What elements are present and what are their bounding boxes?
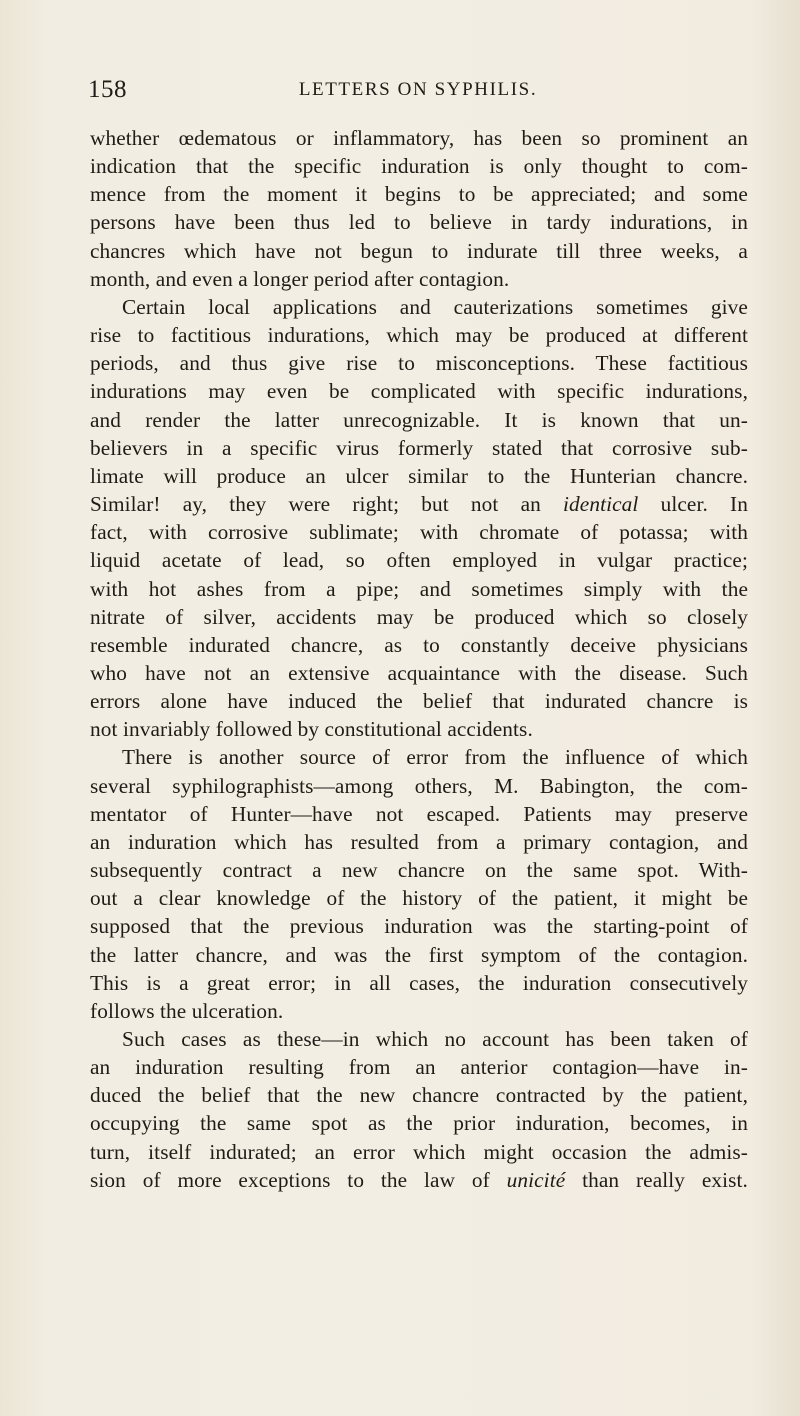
text-line: occupying the same spot as the prior induration, becomes, in	[90, 1111, 748, 1136]
text-line: out a clear knowledge of the history of the patient, it might be	[90, 886, 748, 911]
italic-word: identical	[563, 492, 639, 517]
text-line: limate will produce an ulcer similar to the Hunterian chancre.	[90, 463, 748, 488]
text-line: errors alone have induced the belief that indurated chancre is	[90, 689, 748, 714]
text-line: duced the belief that the new chancre contracted by the patient,	[90, 1083, 748, 1108]
text-segment: than really exist.	[565, 1167, 748, 1192]
text-line: persons have been thus led to believe in tardy indurations, in	[90, 210, 748, 235]
text-line: subsequently contract a new chancre on the same spot. With-	[90, 858, 748, 883]
text-segment: ulcer. In	[638, 492, 748, 517]
paragraph-2	[90, 293, 748, 744]
text-segment: Similar! ay, they were right; but not an	[90, 492, 564, 517]
running-head	[88, 76, 748, 106]
text-line: Such cases as these—in which no account has been taken of	[122, 1027, 748, 1051]
running-title: LETTERS ON SYPHILIS.	[298, 79, 538, 100]
text-line: follows the ulceration.	[90, 998, 284, 1023]
text-line: several syphilographists—among others, M. Babington, the com-	[90, 773, 748, 798]
page-number: 158	[88, 76, 127, 103]
paragraph-1	[90, 124, 748, 293]
text-line-with-italic	[90, 490, 748, 518]
text-line: mence from the moment it begins to be appreciated; and some	[90, 182, 748, 207]
text-line: There is another source of error from the influence of which	[122, 745, 748, 770]
text-line-with-italic	[90, 1166, 748, 1194]
body-text	[90, 124, 748, 1194]
text-line: rise to factitious indurations, which may be produced at different	[90, 323, 748, 348]
text-line: the latter chancre, and was the first symptom of the contagion.	[90, 942, 748, 967]
text-line: not invariably followed by constitutional accidents.	[90, 717, 533, 742]
text-line: an induration resulting from an anterior contagion—have in-	[90, 1055, 748, 1080]
text-line: indurations may even be complicated with specific indurations,	[90, 379, 748, 404]
paragraph-3	[90, 743, 748, 1025]
text-line: month, and even a longer period after contagion.	[90, 266, 510, 291]
text-line: liquid acetate of lead, so often employed in vulgar practice;	[90, 548, 748, 573]
text-line: This is a great error; in all cases, the induration consecutively	[90, 970, 748, 995]
text-line: fact, with corrosive sublimate; with chromate of potassa; with	[90, 520, 748, 545]
text-line: supposed that the previous induration was the starting-point of	[90, 914, 748, 939]
text-line: with hot ashes from a pipe; and sometimes simply with the	[90, 576, 748, 601]
text-line: resemble indurated chancre, as to constantly deceive physicians	[90, 632, 748, 657]
text-line: turn, itself indurated; an error which might occasion the admis-	[90, 1139, 748, 1164]
text-line: an induration which has resulted from a primary contagion, and	[90, 829, 748, 854]
text-line: nitrate of silver, accidents may be produced which so closely	[90, 604, 748, 629]
text-line: chancres which have not begun to indurate till three weeks, a	[90, 238, 748, 263]
text-line: whether œdematous or inflammatory, has been so prominent an	[90, 126, 748, 150]
italic-word: unicité	[506, 1167, 566, 1192]
text-line: mentator of Hunter—have not escaped. Patients may preserve	[90, 801, 748, 826]
text-line: and render the latter unrecognizable. It is known that un-	[90, 407, 748, 432]
text-line: Certain local applications and cauterizations sometimes give	[122, 294, 748, 319]
text-line: believers in a specific virus formerly stated that corrosive sub-	[90, 435, 748, 460]
paragraph-4	[90, 1025, 748, 1194]
text-segment: sion of more exceptions to the law of	[90, 1167, 507, 1192]
text-line: who have not an extensive acquaintance with the disease. Such	[90, 660, 748, 685]
text-line: indication that the specific induration is only thought to com-	[90, 154, 748, 179]
text-line: periods, and thus give rise to misconceptions. These factitious	[90, 351, 748, 376]
